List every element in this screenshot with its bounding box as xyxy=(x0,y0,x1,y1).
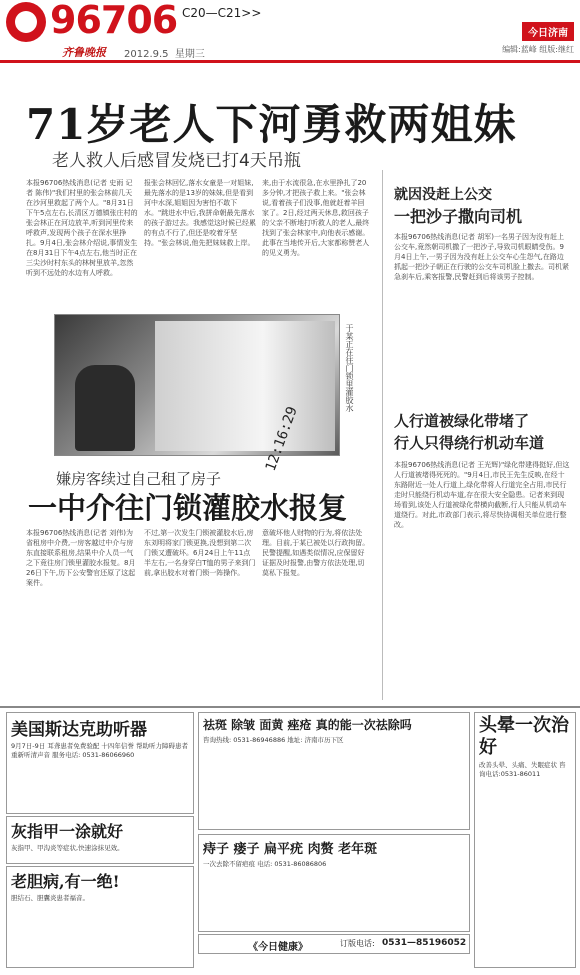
issue-date: 2012.9.5 星期三 xyxy=(124,49,205,60)
ad-wart xyxy=(198,834,470,932)
ad-wart-title: 痔子 瘘子 扁平疣 肉赘 老年斑 xyxy=(203,842,378,857)
article2-col-1: 本报96706热线消息(记者 刘伟)为省租房中介费,一房客越过中介与房东直接联系租房,结果中介人员一气之下竟往房门锁里灌胶水报复。8月26日下午,历下公安警官还原了这起案件。 xyxy=(26,529,136,587)
article3-title-1: 就因没赶上公交 xyxy=(394,187,492,203)
article4-title-1: 人行道被绿化带堵了 xyxy=(394,412,530,430)
article2-headline: 一中介往门锁灌胶水报复 xyxy=(28,491,348,525)
staff-credit: 编辑:蓝峰 组版:继红 xyxy=(502,45,574,54)
footer-section-name: 《今日健康》 xyxy=(248,942,308,953)
article2-col-2: 不过,第一次发生门锁被灌胶水后,房东刘明将家门锁更换,没想到第二次门锁又遭破坏。6月24日上午11点半左右,一名身穿白T恤的男子来到门前,拿出胶水对着门锁一阵操作。 xyxy=(144,529,256,577)
ad-section-rule xyxy=(0,706,580,708)
photo-caption: 于某正在往门锁里灌胶水 xyxy=(345,324,354,412)
logo-icon xyxy=(6,2,46,42)
header-rule xyxy=(0,60,580,63)
ad-hearing-aid-text: 9月7日-9日 耳聋患者免费验配 十四年信誉 帮助听力障碍患者重新听清声音 服务电话: 0531-86066960 xyxy=(11,742,188,759)
column-divider xyxy=(382,170,383,700)
ad-nail xyxy=(6,816,194,864)
ad-skin-text: 咨询热线: 0531-86946886 地址: 济南市历下区 xyxy=(203,736,344,744)
article3-title-2: 一把沙子撒向司机 xyxy=(394,207,523,226)
ad-dizziness-text: 改善头晕、头痛、失眠症状 咨询电话:0531-86011 xyxy=(479,761,566,778)
ad-gallbladder-title: 老胆病,有一绝! xyxy=(11,872,120,891)
page-ref: C20—C21>> xyxy=(182,6,262,20)
footer-tel-label: 订版电话: xyxy=(340,939,375,948)
ad-dizziness-title: 头晕一次治好 xyxy=(479,715,569,758)
newspaper-brand: 齐鲁晚报 xyxy=(62,46,106,59)
ad-gallbladder xyxy=(6,866,194,968)
article4-body: 本报96706热线消息(记者 王光辉)"绿化带建得挺好,但这人行道被堵得死死的。"9月4日,市民王先生反映,在经十东路附近一处人行道上,绿化带将人行道完全占用,市民行走时只能绕行机动车道,存在很大安全隐患。记者来到现场看到,该处人行道被绿化带横向截断,行人只能从机动车道绕行。对此,市政部门表示,将尽快协调相关单位进行整改。 xyxy=(394,461,570,529)
lead-subhead: 老人救人后感冒发烧已打4天吊瓶 xyxy=(52,151,301,171)
hotline-number: 96706 xyxy=(50,0,178,42)
cctv-photo xyxy=(54,314,340,474)
ad-gallbladder-text: 胆结石、胆囊炎患者福音。 xyxy=(11,894,89,902)
section-tag: 今日济南 xyxy=(522,22,574,41)
ad-wart-text: 一次去除不留疤痕 电话: 0531-86086806 xyxy=(203,860,327,868)
door-image xyxy=(155,321,335,451)
footer-tel-number: 0531—85196052 xyxy=(382,938,467,948)
ad-hearing-aid xyxy=(6,712,194,814)
article3-body: 本报96706热线消息(记者 胡军)一名男子因为没有赶上公交车,竟然朝司机撒了一把沙子,导致司机眼睛受伤。9月4日上午,一男子因为没有赶上公交车心生怨气,在路边抓起一把沙子朝正在行驶的公交车司机脸上撒去。司机紧急刹车后,乘客报警,民警赶到后将该男子控制。 xyxy=(394,233,569,281)
ad-nail-title: 灰指甲一涂就好 xyxy=(11,822,124,841)
lead-col-3: 来,由于水流很急,在水里挣扎了20多分钟,才把孩子救上来。"张会林说,看着孩子们没事,他就赶着羊回家了。2日,经过两天休息,救回孩子的父亲不断地打听救人的老人,最终找到了张会林家中,向他表示感谢。此事在当地传开后,大家都称赞老人的见义勇为。 xyxy=(262,179,370,257)
person-image xyxy=(75,365,135,451)
ad-skin-title: 祛斑 除皱 面黄 痤疮 真的能一次祛除吗 xyxy=(203,718,412,732)
lead-col-1: 本报96706热线消息(记者 史雨 记者 陈伟)"我们村里的张会林前几天在沙河里救起了两个人。"8月31日下午5点左右,长清区万德镇张庄村的张会林正在河边放羊,听到河里传来呼救声,发现两个孩子在深水里挣扎。9月4日,张会林介绍说,事情发生在8月31日下午4点左右,他当时正在三尖沙时村东头的林树里放羊,忽然听到不远处的水边有人呼救。 xyxy=(26,179,138,277)
ad-hearing-aid-title: 美国斯达克助听器 xyxy=(11,720,147,740)
article2-col-3: 意破坏他人财物的行为,将依法处理。目前,于某已被处以行政拘留。民警提醒,如遇类似情况,应保留好证据及时报警,由警方依法处理,切莫私下报复。 xyxy=(262,529,370,577)
ad-dizziness xyxy=(474,712,576,968)
lead-headline: 71岁老人下河勇救两姐妹 xyxy=(26,100,517,149)
article2-kicker: 嫌房客续过自己租了房子 xyxy=(56,470,222,488)
photo-timestamp: 12:16:29 xyxy=(262,404,301,474)
ad-nail-text: 灰指甲、甲沟炎等症状,快速涂抹见效。 xyxy=(11,844,124,852)
lead-col-2: 报张会林回忆,落水女童是一对姐妹,最先落水的是13岁的妹妹,但是看到河中水深,姐姐因为害怕不敢下水。"跳进水中后,我拼命朝最先落水的孩子游过去。我感觉这时候已经累的有点不行了,但还是咬着牙坚持。"张会林说,他先把妹妹救上岸。 xyxy=(144,179,256,247)
article4-title-2: 行人只得绕行机动车道 xyxy=(394,434,545,452)
ad-skin xyxy=(198,712,470,830)
